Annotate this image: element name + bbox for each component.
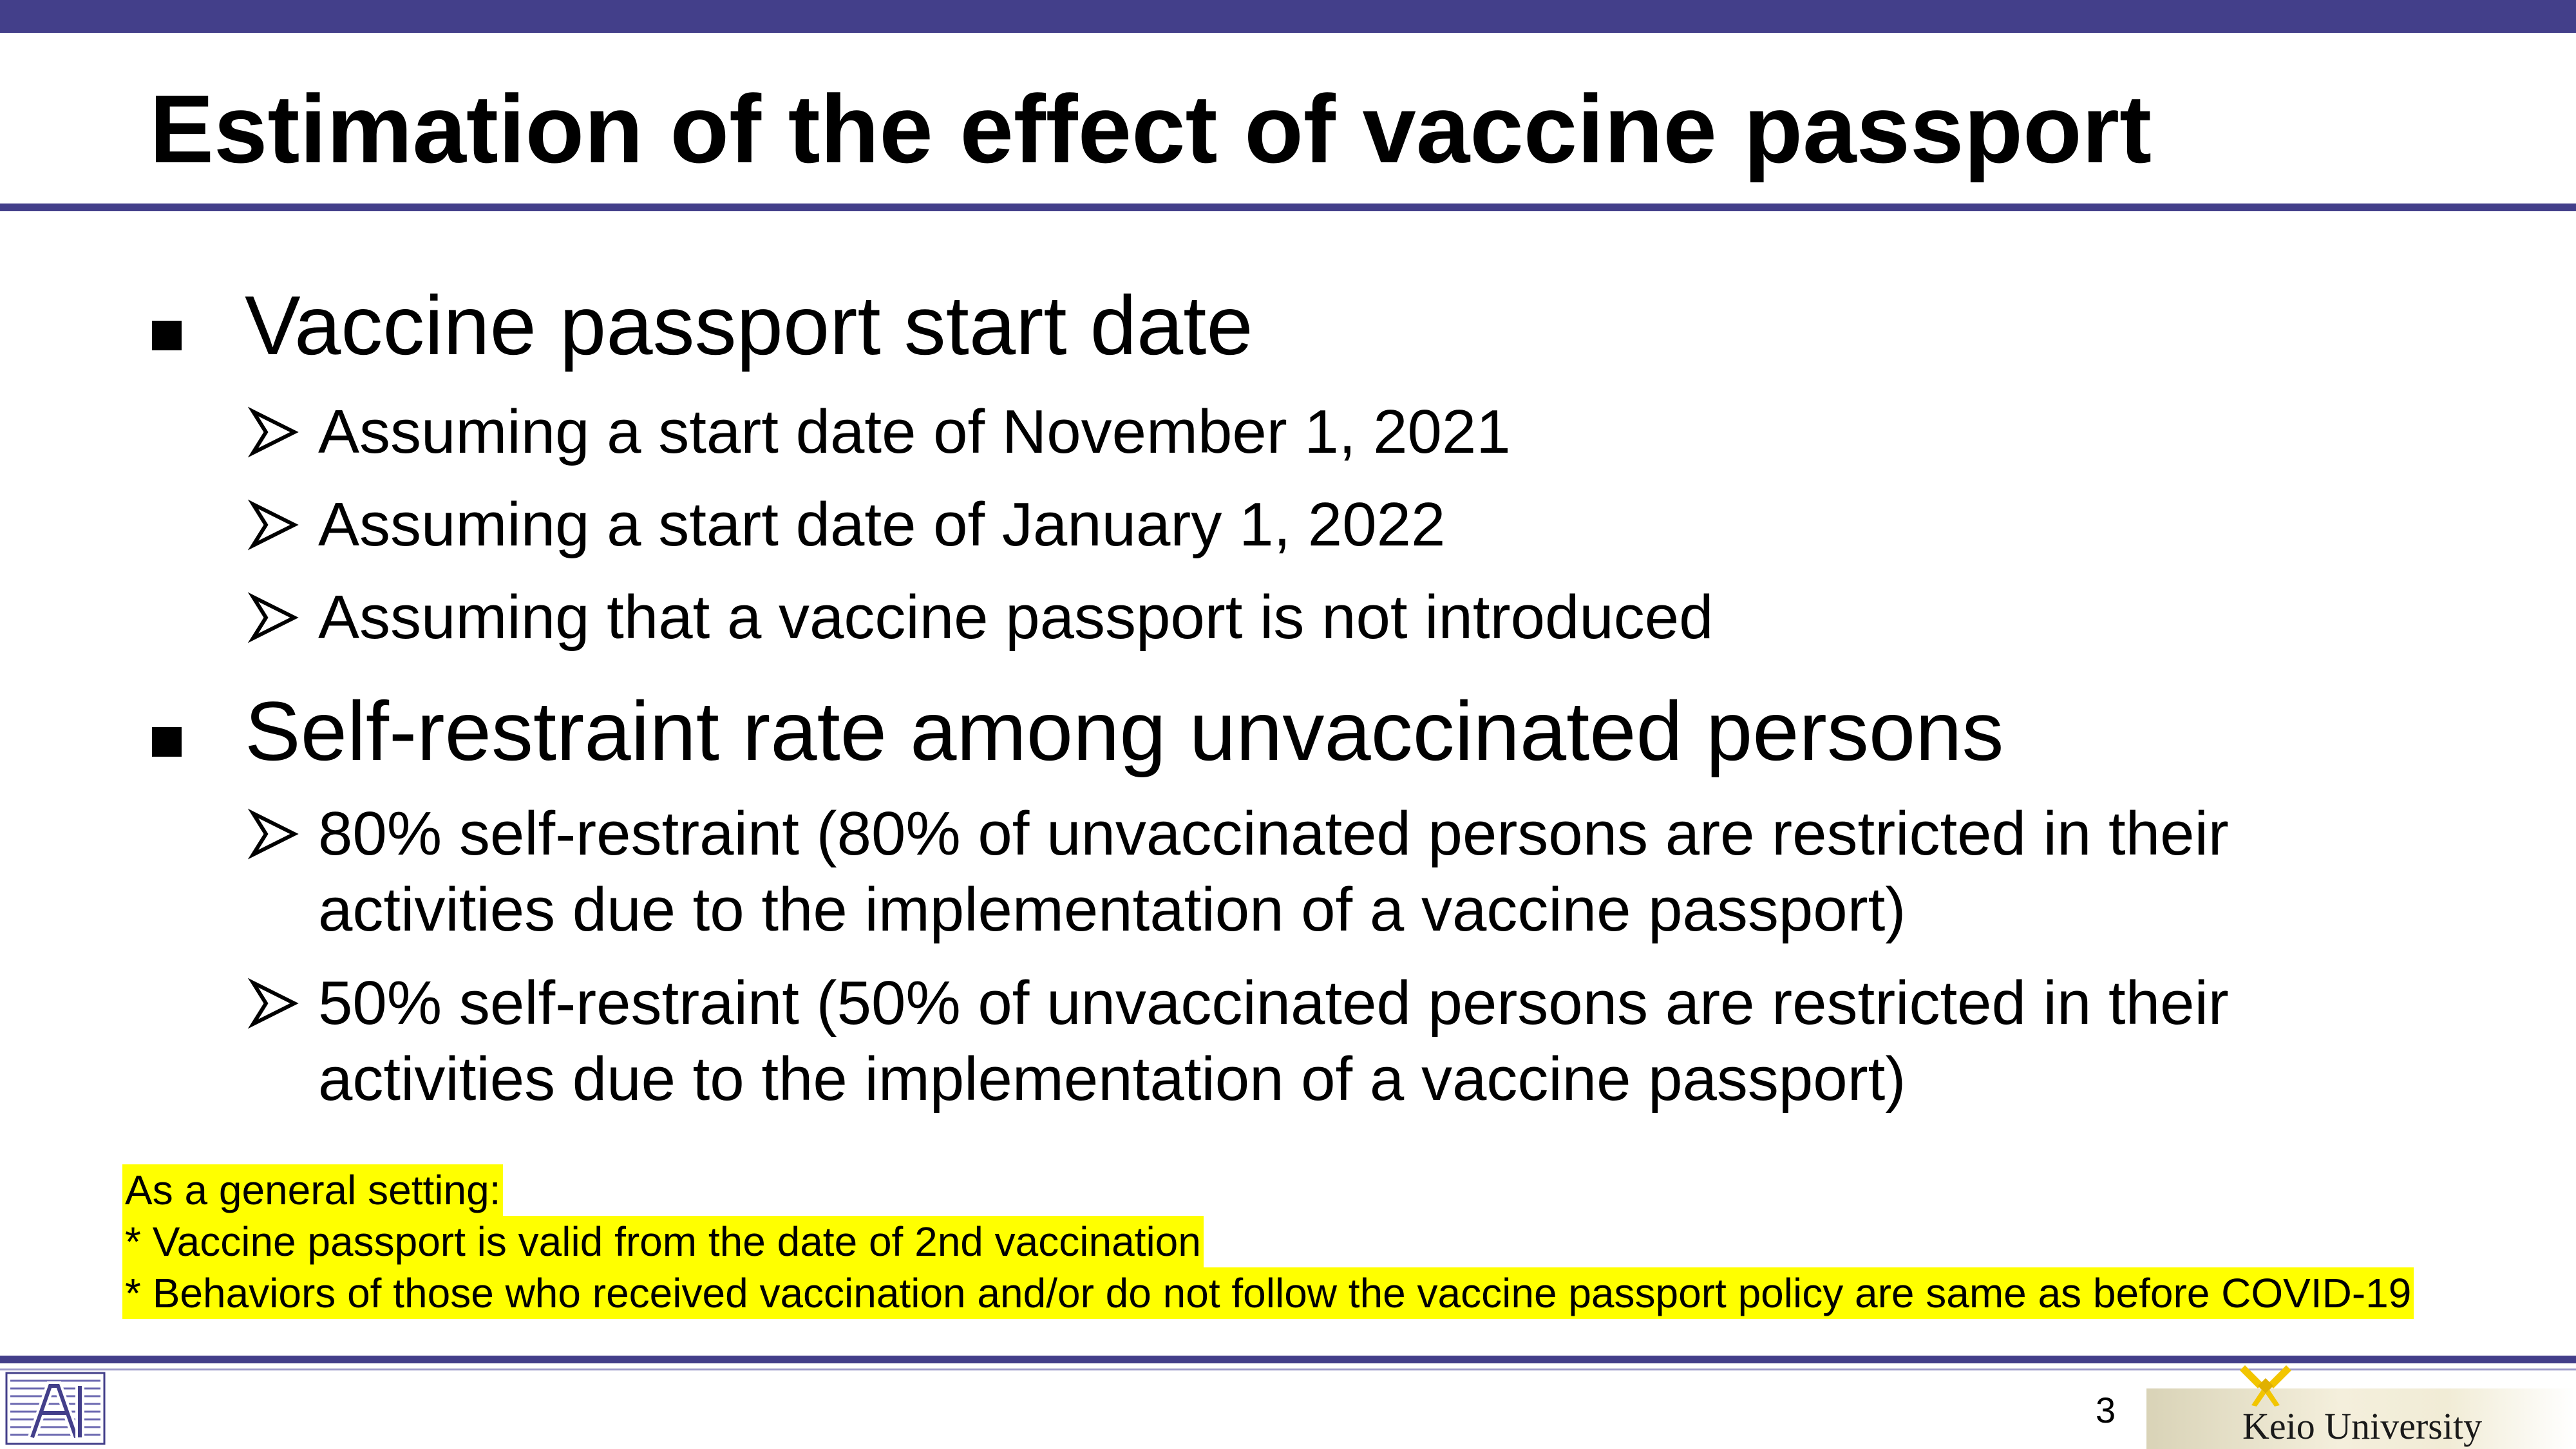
page-number: 3 bbox=[2096, 1390, 2116, 1430]
top-accent-bar bbox=[0, 0, 2576, 33]
university-name: Keio University bbox=[2242, 1405, 2483, 1447]
list-item: Assuming a start date of January 1, 2022 bbox=[318, 490, 1446, 559]
arrowhead-bullet-icon bbox=[248, 808, 299, 860]
note-line: * Behaviors of those who received vaccination and/or do not follow the vaccine passport policy are same as before COVID-19 bbox=[122, 1267, 2414, 1319]
list-item: 50% self-restraint (50% of unvaccinated persons are restricted in their bbox=[318, 969, 2229, 1037]
pen-emblem-icon bbox=[2239, 1360, 2293, 1409]
list-item-continuation: activities due to the implementation of a vaccine passport) bbox=[318, 875, 1906, 944]
lab-logo-icon bbox=[4, 1370, 107, 1446]
square-bullet-icon bbox=[152, 321, 182, 350]
list-item: Assuming a start date of November 1, 2021 bbox=[318, 397, 1511, 466]
footer-divider-thin bbox=[0, 1368, 2576, 1370]
square-bullet-icon bbox=[152, 727, 182, 757]
list-item: 80% self-restraint (80% of unvaccinated persons are restricted in their bbox=[318, 799, 2229, 868]
list-item-continuation: activities due to the implementation of a vaccine passport) bbox=[318, 1045, 1906, 1113]
note-heading: As a general setting: bbox=[122, 1164, 503, 1216]
note-line: * Vaccine passport is valid from the date of 2nd vaccination bbox=[122, 1216, 1204, 1267]
arrowhead-bullet-icon bbox=[248, 592, 299, 643]
arrowhead-bullet-icon bbox=[248, 978, 299, 1029]
list-item: Assuming that a vaccine passport is not introduced bbox=[318, 583, 1714, 652]
slide-title: Estimation of the effect of vaccine passport bbox=[149, 75, 2152, 183]
title-divider bbox=[0, 204, 2576, 211]
arrowhead-bullet-icon bbox=[248, 406, 299, 458]
footer-divider bbox=[0, 1356, 2576, 1363]
section-heading-start-date: Vaccine passport start date bbox=[245, 278, 1253, 372]
arrowhead-bullet-icon bbox=[248, 499, 299, 551]
section-heading-self-restraint: Self-restraint rate among unvaccinated persons bbox=[245, 684, 2004, 778]
